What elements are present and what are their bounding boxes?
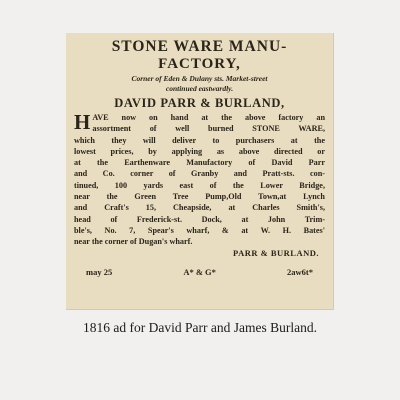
ad-body-line: lowest prices, by applying as above directed or — [74, 146, 325, 156]
ad-body-line: at the Earthenware Manufactory of David Parr — [74, 158, 325, 168]
ad-footer-date: may 25 — [86, 266, 113, 277]
ad-body-line: near the Green Tree Pump,Old Town,at Lynch — [74, 192, 325, 202]
ad-signature: PARR & BURLAND. — [233, 247, 319, 258]
ad-footer-mark: A* & G* — [183, 266, 216, 277]
ad-firm-name: DAVID PARR & BURLAND, — [114, 96, 285, 110]
ad-body-line: ble's, No. 7, Spear's wharf, & at W. H. Bates' — [74, 225, 325, 235]
ad-body-line: and Co. corner of Granby and Pratt-sts. con- — [74, 169, 325, 179]
ad-body-line: and Craft's 15, Cheapside, at Charles Smith's, — [74, 203, 325, 213]
ad-address-line1: Corner of Eden & Dulany sts. Market-street — [131, 74, 268, 83]
ad-body-line: AVE now on hand at the above factory an — [92, 113, 325, 122]
ad-heading-line1: STONE WARE MANU- — [111, 38, 288, 55]
ad-body-line: tinued, 100 yards east of the Lower Bridge, — [74, 180, 325, 190]
image-caption: 1816 ad for David Parr and James Burland. — [83, 320, 317, 335]
ad-body — [74, 112, 325, 248]
ad-address-line2: continued eastwardly. — [165, 84, 234, 93]
newspaper-clipping — [66, 33, 334, 310]
ad-body-line: which they will deliver to purchasers at the — [74, 135, 325, 145]
ad-footer-code: 2aw6t* — [287, 266, 313, 277]
ad-body-line: head of Frederick-st. Dock, at John Trim- — [74, 214, 325, 224]
ad-body-line: near the corner of Dugan's wharf. — [74, 237, 193, 247]
ad-drop-cap: H — [74, 110, 91, 134]
ad-heading-line2: FACTORY, — [158, 56, 241, 72]
ad-footer — [86, 266, 313, 278]
ad-body-line: assortment of well burned STONE WARE, — [92, 124, 325, 134]
